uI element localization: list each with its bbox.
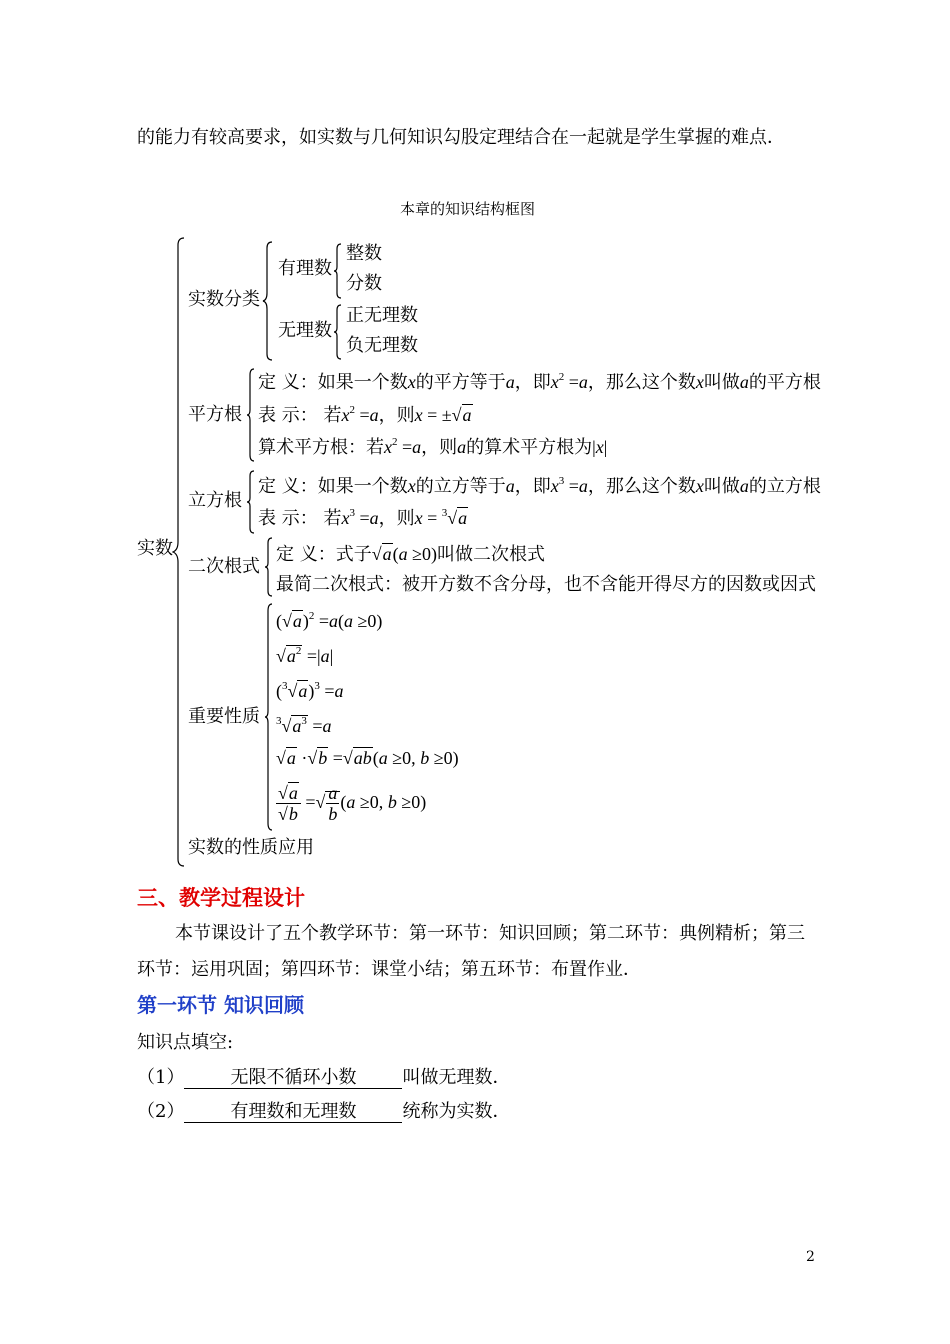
square-root-label: 平方根 — [188, 404, 242, 425]
positive-irrational-label: 正无理数 — [346, 305, 418, 326]
properties-label: 重要性质 — [188, 706, 260, 727]
section-paragraph-line-1: 本节课设计了五个教学环节：第一环节：知识回顾；第二环节：典例精析；第三 — [175, 923, 805, 944]
diagram-caption: 本章的知识结构框图 — [400, 200, 536, 218]
square-root-representation: 表 示： 若$x^2 =a$，则x = ±√a — [258, 404, 472, 426]
cube-root-brace — [246, 470, 256, 534]
property-2: $√a^2 =|a|$ — [276, 645, 334, 666]
property-5: √a ·√b =√ab(a ≥0, b ≥0) — [276, 748, 459, 768]
square-root-definition: 定 义：如果一个数x的平方等于a，即$x^2 =a$，那么这个数x叫做a的平方根 — [258, 371, 821, 393]
fill-item-tail: 统称为实数． — [402, 1101, 511, 1122]
application-label: 实数的性质应用 — [188, 837, 314, 858]
fill-item-2 — [137, 1101, 510, 1123]
negative-irrational-label: 负无理数 — [346, 335, 418, 356]
property-1: $(√a)^2 =a(a \ge 0)$ — [276, 610, 383, 631]
fill-item-number: （2） — [137, 1101, 185, 1122]
property-4: $^3√a^3 =a$ — [276, 715, 332, 736]
page-number: 2 — [806, 1249, 815, 1265]
properties-brace — [264, 603, 274, 831]
square-root-brace — [246, 368, 256, 462]
fill-item-tail: 叫做无理数． — [402, 1067, 511, 1088]
integers-label: 整数 — [346, 243, 382, 264]
intro-line: 的能力有较高要求，如实数与几何知识勾股定理结合在一起就是学生掌握的难点． — [137, 127, 785, 148]
fill-item-number: （1） — [137, 1067, 185, 1088]
cube-root-definition: 定 义：如果一个数x的立方等于a，即$x^3 =a$，那么这个数x叫做a的立方根 — [258, 475, 821, 497]
classification-brace — [262, 241, 274, 361]
quadratic-radical-definition: 定 义：式子√a(a ≥0)叫做二次根式 — [276, 544, 545, 565]
cube-root-label: 立方根 — [188, 490, 242, 511]
simplest-quadratic-radical: 最简二次根式：被开方数不含分母，也不含能开得尽方的因数或因式 — [276, 574, 816, 595]
rational-label: 有理数 — [278, 258, 332, 279]
property-6: $\frac{√a}{√b}$ =√ $\frac{a}{b}$ (a ≥0, b ≥0) — [278, 783, 427, 825]
irrational-brace — [333, 304, 343, 360]
step1-subheading: 知识点填空: — [137, 1032, 234, 1053]
arithmetic-square-root: 算术平方根：若$x^2 =a$，则a的算术平方根为|x| — [258, 436, 608, 458]
classification-label: 实数分类 — [188, 289, 260, 310]
root-brace — [172, 237, 186, 867]
section-paragraph-line-2: 环节：运用巩固；第四环节：课堂小结；第五环节：布置作业． — [137, 959, 641, 980]
rational-brace — [333, 243, 343, 299]
fill-blank-answer: 无限不循环小数 — [184, 1068, 402, 1089]
step1-heading: 第一环节 知识回顾 — [137, 993, 304, 1017]
section-heading: 三、教学过程设计 — [137, 886, 305, 910]
fill-item-1 — [137, 1067, 510, 1089]
property-3: $(^3√a)^3 =a$ — [276, 680, 344, 701]
fill-blank-answer: 有理数和无理数 — [184, 1102, 402, 1123]
cube-root-representation: 表 示： 若$x^3 =a$，则x = $^3$√a — [258, 507, 468, 529]
quadratic-radical-label: 二次根式 — [188, 556, 260, 577]
root-label: 实数 — [137, 538, 173, 559]
quadratic-radical-brace — [264, 537, 274, 597]
irrational-label: 无理数 — [278, 320, 332, 341]
fractions-label: 分数 — [346, 273, 382, 294]
